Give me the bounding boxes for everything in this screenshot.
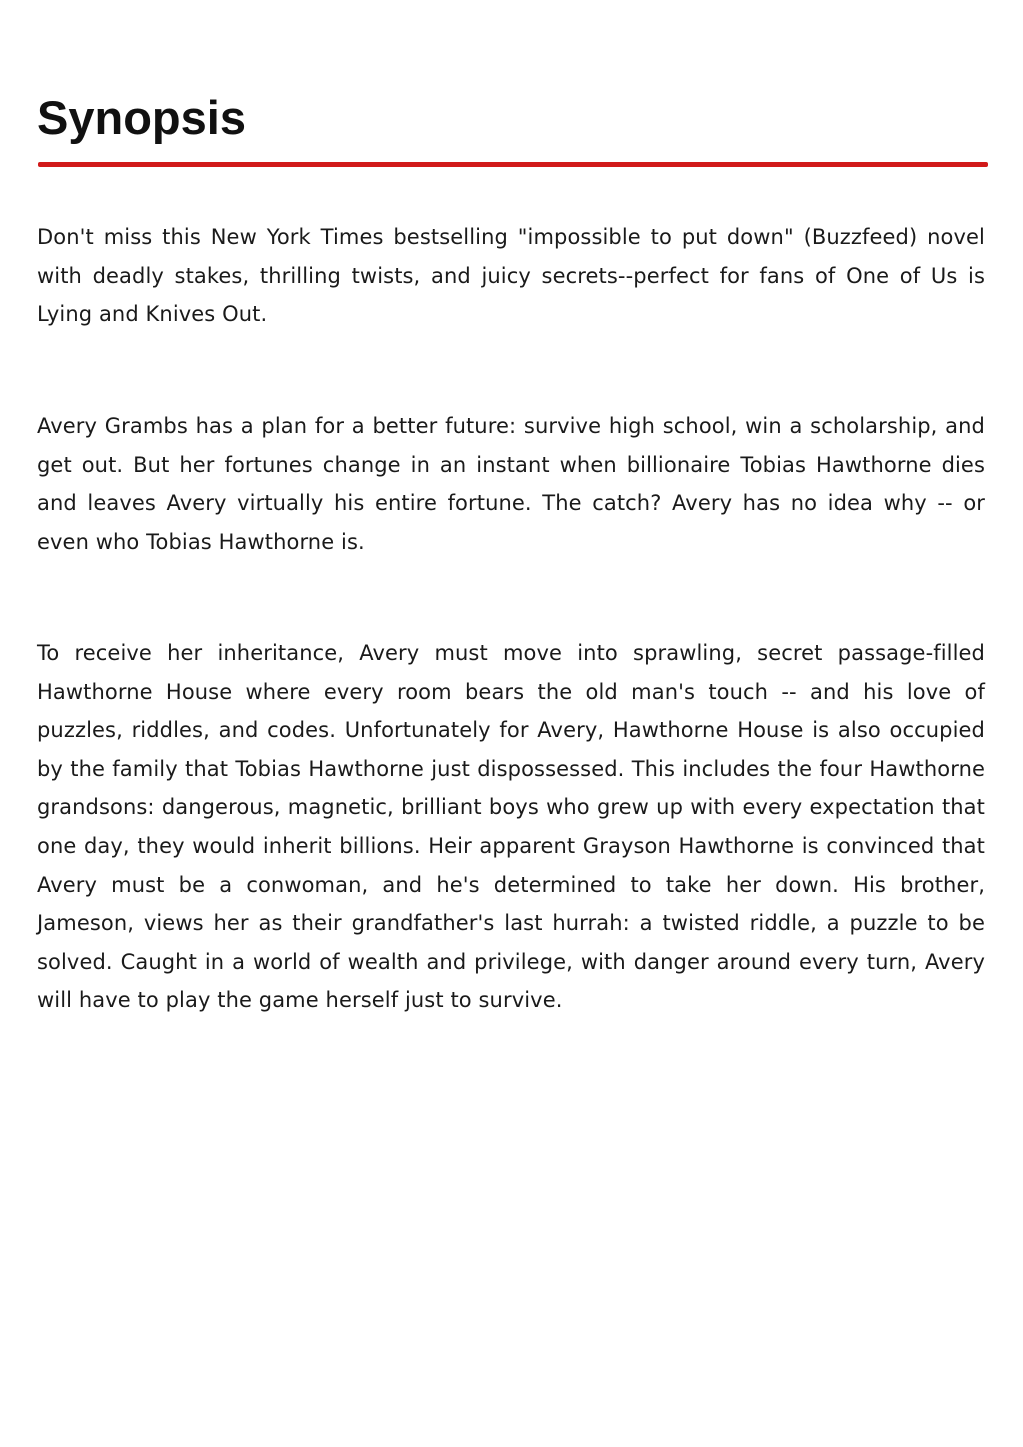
synopsis-paragraph-2: Avery Grambs has a plan for a better future: survive high school, win a scholarship, and get out. But her fortunes change in an instant when billionaire Tobias Hawthorne dies and leaves Avery virtually his entire fortune. The catch? Avery has no idea why -- or even who Tobias Hawthorne is.: [37, 414, 985, 554]
page-title: Synopsis: [37, 91, 246, 144]
synopsis-paragraph-1: Don't miss this New York Times bestselling "impossible to put down" (Buzzfeed) novel with deadly stakes, thrilling twists, and juicy secrets--perfect for fans of One of Us is Lying and Knives Out.: [37, 225, 985, 327]
synopsis-paragraph-3: To receive her inheritance, Avery must move into sprawling, secret passage-filled Hawthorne House where every room bears the old man's touch -- and his love of puzzles, riddles, and codes. Unfortunately for Avery, Hawthorne House is also occupied by the family that Tobias Hawthorne just dispossessed. This includes the four Hawthorne grandsons: dangerous, magnetic, brilliant boys who grew up with every expectation that one day, they would inherit billions. Heir apparent Grayson Hawthorne is convinced that Avery must be a conwoman, and he's determined to take her down. His brother, Jameson, views her as their grandfather's last hurrah: a twisted riddle, a puzzle to be solved. Caught in a world of wealth and privilege, with danger around every turn, Avery will have to play the game herself just to survive.: [37, 641, 985, 1013]
title-divider: [38, 162, 988, 167]
